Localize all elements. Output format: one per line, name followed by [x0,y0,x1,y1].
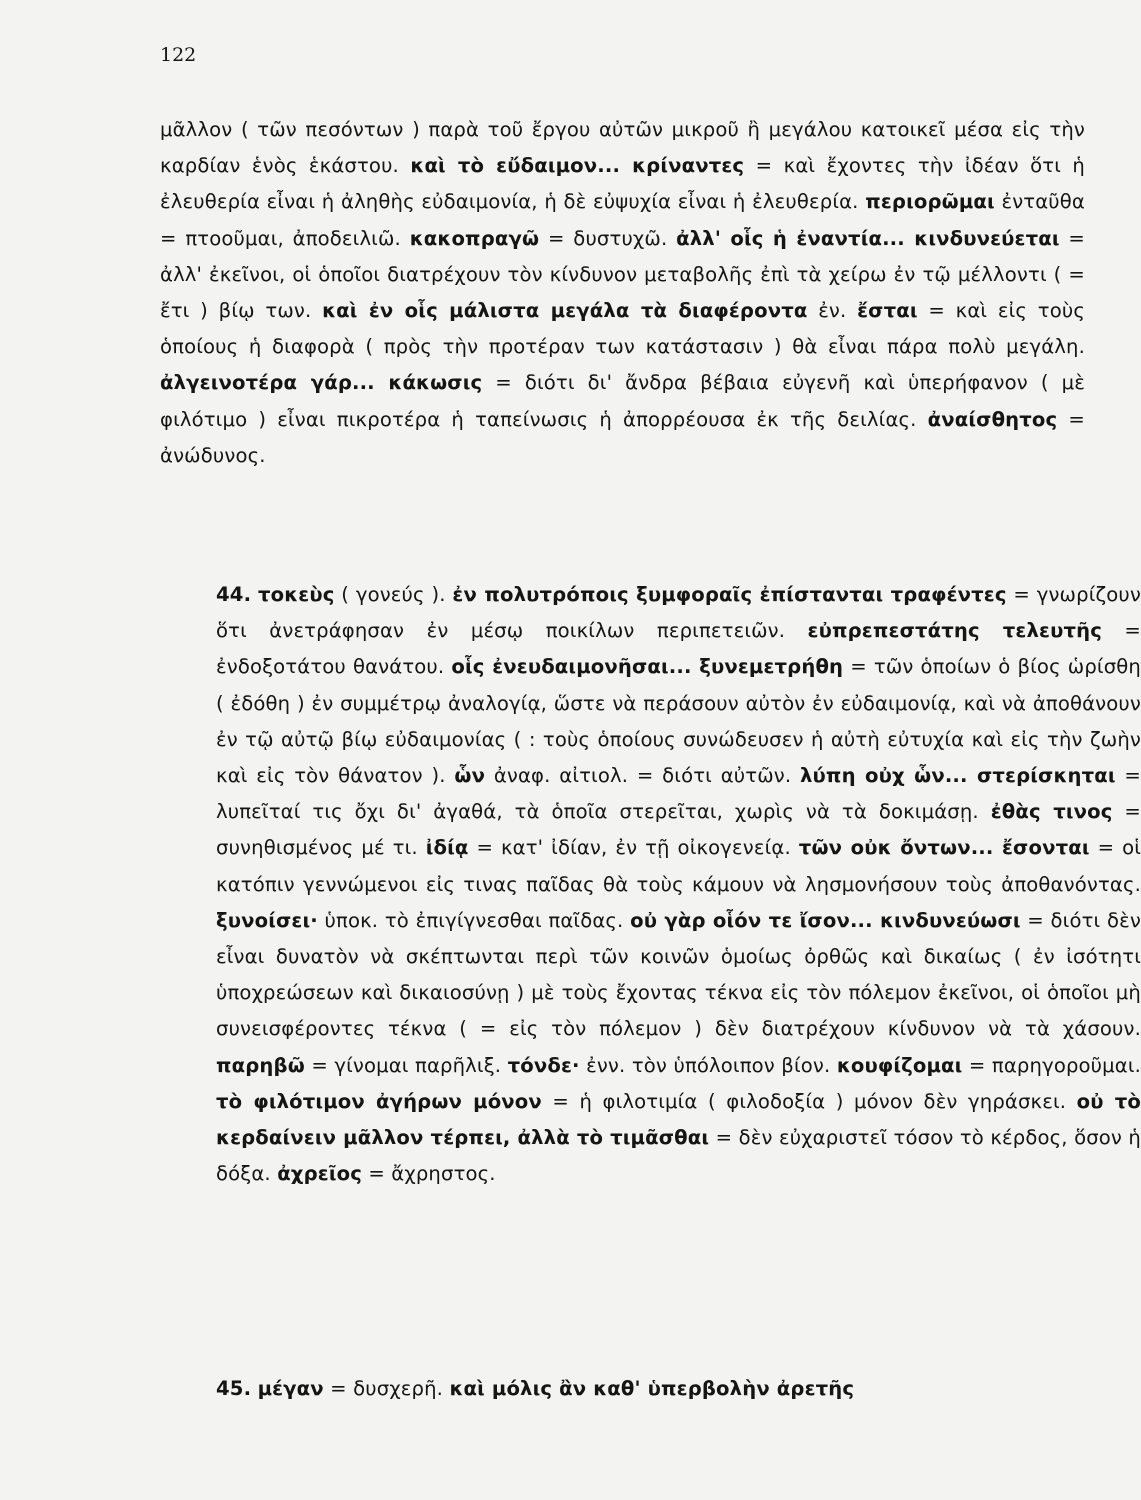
gloss-text: = γίνομαι παρῆλιξ. [304,1053,508,1077]
gloss-text: ἐνν. τὸν ὑπόλοιπον βίον. [579,1053,837,1077]
gloss-text: = διότι δὲν εἶναι δυνατὸν νὰ σκέπτωνται περὶ τῶν κοινῶν ὁμοίως ὀρθῶς καὶ δικαίως ( ἐν ἰσότητι ὑποχρεώσεων καὶ δικαιοσύνῃ ) μὲ τοὺς ἔχοντας τέκνα εἰς τὸν πόλεμον ἐκεῖνοι, οἱ ὁποῖοι μὴ συνεισφέροντες τέκνα ( = εἰς τὸν πόλεμον ) δὲν διατρέχουν κίνδυνον νὰ τὰ χάσουν. [216,908,1141,1041]
lemma-term: τόνδε· [507,1053,580,1077]
gloss-text: = καὶ ἔχοντες τὴν ἰδέαν ὅτι ἡ ἐλευθερία εἶναι ἡ ἀληθὴς εὐδαιμονία, ἡ δὲ εὐψυχία εἶναι ἡ ἐλευθερία. [160,154,1085,214]
lemma-term: καὶ μόλις ἂν καθ' ὑπερβολὴν ἀρετῆς [449,1377,855,1400]
gloss-text: = τῶν ὁποίων ὁ βίος ὡρίσθη ( ἐδόθη ) ἐν συμμέτρῳ ἀναλογίᾳ, ὥστε νὰ περάσουν αὐτὸν ἐν εὐδαιμονίᾳ, καὶ νὰ ἀποθάνουν ἐν τῷ αὐτῷ βίῳ εὐδαιμονίας ( : τοὺς ὁποίους συνώδευσεν ἡ αὐτὴ εὐτυχία καὶ εἰς τὴν ζωὴν καὶ εἰς τὸν θάνατον ). [216,655,1141,788]
gloss-text: = παρηγοροῦμαι. [962,1053,1141,1077]
paragraph-number: 44. [216,583,252,606]
lemma-term: παρηβῶ [216,1053,305,1077]
lemma-term: ξυνοίσει· [216,908,318,932]
gloss-text: = ἡ φιλοτιμία ( φιλοδοξία ) μόνον δὲν γηράσκει. [541,1089,1077,1113]
commentary-paragraph-45 [160,1371,1141,1407]
lemma-term: ἀναίσθητος [927,407,1058,431]
lemma-term: οὐ τὸ κερδαίνειν μᾶλλον τέρπει, ἀλλὰ τὸ τιμᾶσθαι [216,1089,1141,1150]
gloss-text: = καὶ εἰς τοὺς ὁποίους ἡ διαφορὰ ( πρὸς τὴν προτέραν των κατάστασιν ) θὰ εἶναι πάρα πολὺ μεγάλη. [160,299,1085,359]
lemma-term: καὶ ἐν οἷς μάλιστα μεγάλα τὰ διαφέροντα [322,299,808,323]
lemma-term: ἐθὰς τινος [990,800,1113,824]
gloss-text: = δὲν εὐχαριστεῖ τόσον τὸ κέρδος, ὅσον ἡ δόξα. [216,1126,1141,1186]
gloss-text: = ἄχρηστος. [361,1162,496,1186]
lemma-term: ἐν πολυτρόποις ξυμφοραῖς ἐπίστανται τραφέντες [452,583,1007,606]
lemma-term: ἀλγεινοτέρα γάρ... κάκωσις [160,371,483,395]
lemma-term: ἰδίᾳ [425,836,469,860]
lemma-term: ἀλλ' οἷς ἡ ἐναντία... κινδυνεύεται [676,226,1060,250]
gloss-text: = ἀνώδυνος. [160,407,1085,467]
lemma-term: τοκεὺς [257,583,335,606]
lemma-term: περιορῶμαι [865,190,995,214]
gloss-text: = κατ' ἰδίαν, ἐν τῇ οἰκογενείᾳ. [468,836,799,860]
gloss-text: ( γονεύς ). [334,583,453,606]
lemma-term: καὶ τὸ εὔδαιμον... κρίναντες [410,154,745,178]
lemma-term: οἷς ἐνευδαιμονῆσαι... ξυνεμετρήθη [451,655,844,679]
gloss-text: = ἀλλ' ἐκεῖνοι, οἱ ὁποῖοι διατρέχουν τὸν κίνδυνον μεταβολῆς ἐπὶ τὰ χείρω ἐν τῷ μέλλοντι ( = ἔτι ) βίῳ των. [160,226,1085,323]
gloss-text: ἐνταῦθα = πτοοῦμαι, ἀποδειλιῶ. [160,190,1085,250]
lemma-term: τῶν οὐκ ὄντων... ἔσονται [798,836,1090,860]
gloss-text: = διότι δι' ἄνδρα βέβαια εὐγενῆ καὶ ὑπερήφανον ( μὲ φιλότιμο ) εἶναι πικροτέρα ἡ ταπείνωσις ἡ ἀπορρέουσα ἐκ τῆς δειλίας. [160,371,1086,431]
gloss-text: = δυσχερῆ. [323,1377,450,1400]
gloss-text: = ἐνδοξοτάτου θανάτου. [216,619,1141,679]
gloss-text: ἀναφ. αἰτιολ. = διότι αὐτῶν. [485,764,800,788]
gloss-text: = οἱ κατόπιν γεννώμενοι εἰς τινας παῖδας θὰ τοὺς κάμουν νὰ λησμονήσουν τοὺς ἀποθανόντας. [216,836,1141,896]
gloss-text: = λυπεῖταί τις ὄχι δι' ἀγαθά, τὰ ὁποῖα στερεῖται, χωρὶς νὰ τὰ δοκιμάσῃ. [216,764,1141,824]
lemma-term: ἔσται [857,299,918,323]
lemma-term: τὸ φιλότιμον ἀγήρων μόνον [216,1089,542,1113]
page-number: 122 [160,44,197,66]
gloss-text: = συνηθισμένος μέ τι. [216,800,1141,860]
lemma-term: κακοπραγῶ [409,226,540,250]
gloss-text: = γνωρίζουν ὅτι ἀνετράφησαν ἐν μέσῳ ποικίλων περιπετειῶν. [216,583,1141,643]
paragraph-number: 45. [216,1377,252,1400]
gloss-text: μᾶλλον ( τῶν πεσόντων ) παρὰ τοῦ ἔργου αὐτῶν μικροῦ ἢ μεγάλου κατοικεῖ μέσα εἰς τὴν καρδίαν ἑνὸς ἑκάστου. [160,118,1085,178]
commentary-paragraph-44 [160,577,1141,1192]
lemma-term: οὐ γὰρ οἷόν τε ἴσον... κινδυνεύωσι [630,908,1021,932]
lemma-term: ἀχρεῖος [277,1162,362,1186]
gloss-text: ἐν. [807,299,858,323]
commentary-paragraph [160,112,1085,474]
lemma-term: λύπη οὐχ ὧν... στερίσκηται [800,764,1116,788]
gloss-text: = δυστυχῶ. [539,226,677,250]
lemma-term: εὐπρεπεστάτης τελευτῆς [807,619,1102,643]
lemma-term: ὧν [454,764,486,788]
lemma-term: κουφίζομαι [836,1053,963,1077]
gloss-text: ὑποκ. τὸ ἐπιγίγνεσθαι παῖδας. [317,908,631,932]
lemma-term: μέγαν [257,1377,324,1400]
